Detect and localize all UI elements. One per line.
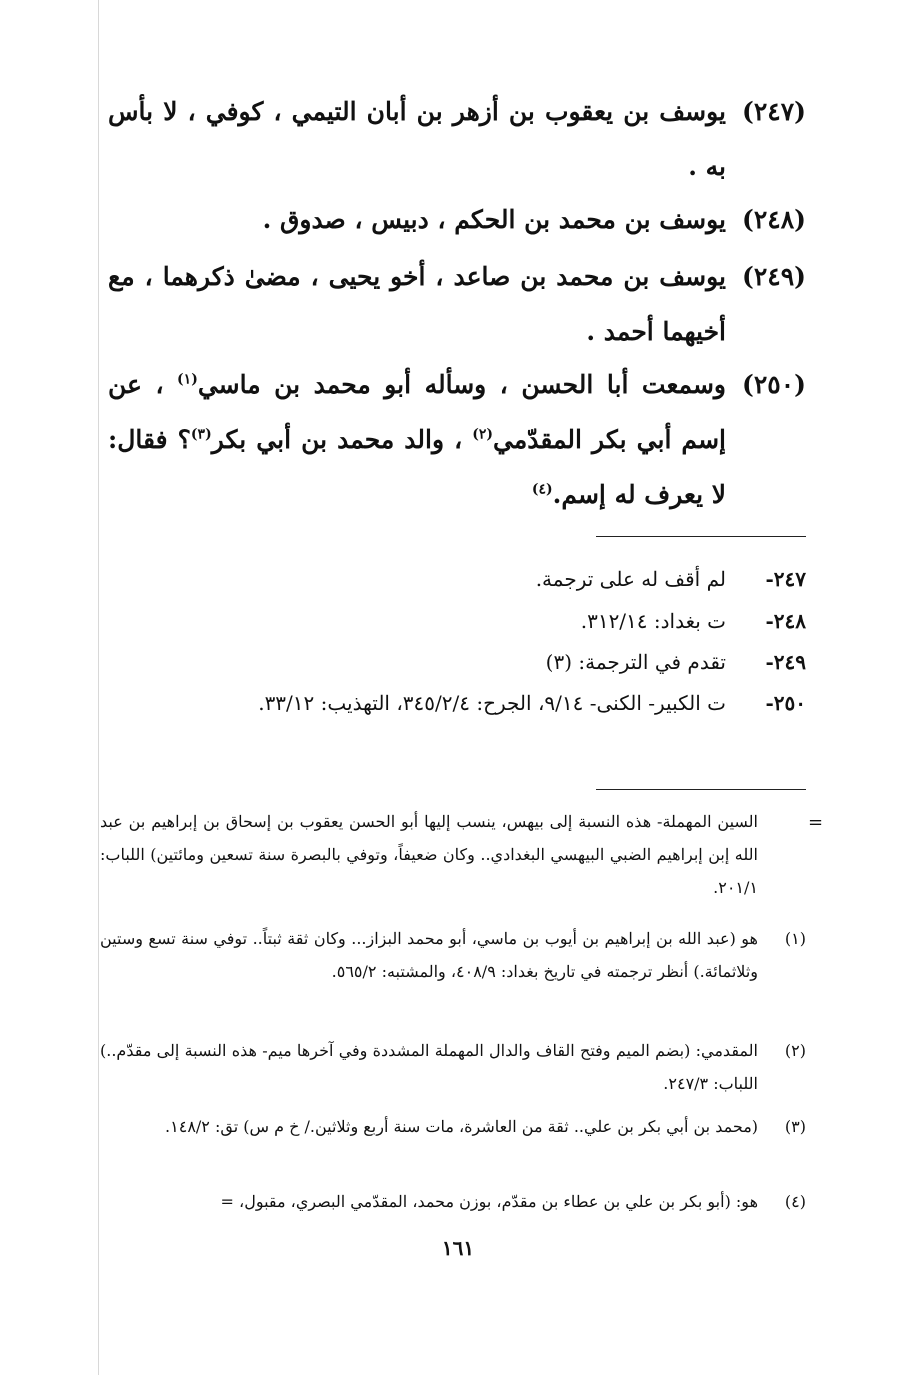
footnote-text: (محمد بن أبي بكر بن علي.. ثقة من العاشرة، مات سنة أربع وثلاثين./ خ م س) تق: ١٤٨/٢. — [165, 1117, 758, 1136]
footnote-number: (٢) — [784, 1041, 806, 1060]
source-note-249 — [100, 641, 806, 683]
footnote-text: هو (عبد الله بن إبراهيم بن أيوب بن ماسي، أبو محمد البزاز... وكان ثقة ثبتاً.. توفي سنة تسع وستين وثلاثمائة.) أنظر ترجمته في تاريخ بغداد: ٤٠٨/٩، والمشتبه: ٥٦٥/٢. — [100, 929, 758, 981]
page-number: ١٦١ — [441, 1236, 475, 1260]
entry-text — [108, 357, 726, 522]
note-text: تقدم في الترجمة: (٣) — [545, 650, 726, 674]
footnote-number: (١) — [784, 929, 806, 948]
footnote-continued — [100, 805, 806, 904]
source-note-247 — [100, 558, 806, 600]
footnote-4 — [100, 1185, 806, 1218]
footnote-ref-1: (١) — [177, 371, 198, 388]
entry-text: يوسف بن يعقوب بن أزهر بن أبان التيمي ، كوفي ، لا بأس به . — [108, 97, 726, 181]
source-note-248 — [100, 600, 806, 642]
entry-text: يوسف بن محمد بن الحكم ، دبيس ، صدوق . — [262, 205, 726, 234]
note-number: ٢٤٧- — [765, 567, 806, 591]
note-text: ت الكبير- الكنى- ٩/١٤، الجرح: ٣٤٥/٢/٤، التهذيب: ٣٣/١٢. — [258, 691, 726, 715]
footnote-ref-2: (٢) — [472, 426, 493, 443]
footnote-ref-4: (٤) — [531, 481, 553, 498]
entry-number: (٢٤٨) — [742, 205, 806, 234]
source-note-250 — [100, 682, 806, 724]
footnote-text: هو: (أبو بكر بن علي بن عطاء بن مقدّم، بوزن محمد، المقدّمي البصري، مقبول، = — [220, 1192, 758, 1211]
entry-text-part: وسمعت أبا الحسن ، وسأله أبو محمد بن ماسي — [197, 370, 726, 399]
note-text: ت بغداد: ٣١٢/١٤. — [580, 609, 726, 633]
footnote-1 — [100, 922, 806, 988]
entry-number: (٢٥٠) — [742, 370, 806, 399]
footnote-text: السين المهملة- هذه النسبة إلى بيهس، ينسب إليها أبو الحسن يعقوب بن إسحاق بن إبراهيم بن عبد الله إبن إبراهيم الضبي البيهسي البغدادي.. وكان ضعيفاً، وتوفي بالبصرة سنة تسعين ومائتين) اللباب: ٢٠١/١. — [100, 812, 758, 897]
entry-text-part: ، عن إسم أبي بكر المقدّمي — [108, 370, 726, 454]
notes-separator-rule — [596, 536, 806, 537]
footnote-3 — [100, 1110, 806, 1143]
footnote-ref-3: (٣) — [190, 426, 212, 443]
scan-gutter-line — [98, 0, 99, 1375]
entry-248 — [108, 192, 806, 247]
entry-text-part: ، والد محمد بن أبي بكر — [211, 425, 463, 454]
entry-number: (٢٤٧) — [742, 97, 806, 126]
footnote-2 — [100, 1034, 806, 1100]
footnote-number — [758, 805, 806, 904]
entry-number: (٢٤٩) — [742, 262, 806, 291]
footnotes-separator-rule — [596, 789, 806, 790]
note-number: ٢٤٩- — [765, 650, 806, 674]
entry-247 — [108, 84, 806, 194]
entry-text: يوسف بن محمد بن صاعد ، أخو يحيى ، مضىٰ ذكرهما ، مع أخيهما أحمد . — [108, 262, 726, 346]
entry-249 — [108, 249, 806, 359]
footnote-text: المقدمي: (بضم الميم وفتح القاف والدال المهملة المشددة وفي آخرها ميم- هذه النسبة إلى مقدّم..) اللباب: ٢٤٧/٣. — [100, 1041, 758, 1093]
footnote-number: (٤) — [784, 1192, 806, 1211]
entry-250 — [108, 357, 806, 522]
note-text: لم أقف له على ترجمة. — [535, 567, 726, 591]
footnote-number: (٣) — [784, 1117, 806, 1136]
entry-text-part: ؟ فقال: لا يعرف له إسم. — [108, 425, 726, 509]
note-number: ٢٤٨- — [765, 609, 806, 633]
continued-mark: = — [808, 812, 824, 833]
note-number: ٢٥٠- — [765, 691, 806, 715]
